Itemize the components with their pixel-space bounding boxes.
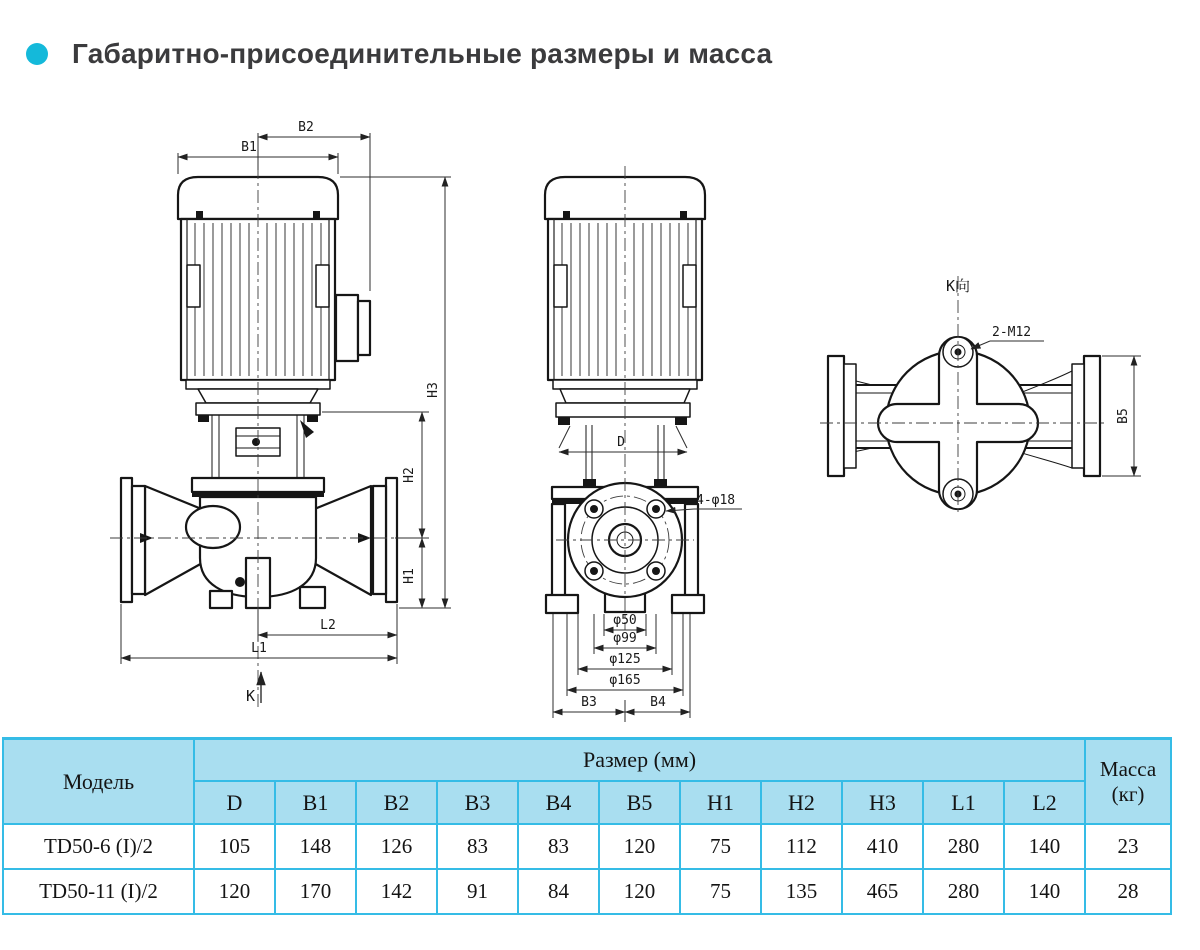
mass-cell: 28 xyxy=(1085,869,1171,914)
page-header xyxy=(26,38,772,70)
k-view-drawing xyxy=(820,276,1141,514)
col-header-H3: H3 xyxy=(842,781,923,824)
value-cell: 140 xyxy=(1004,824,1085,869)
dim-label-dia50: φ50 xyxy=(613,613,637,628)
value-cell: 142 xyxy=(356,869,437,914)
value-cell: 465 xyxy=(842,869,923,914)
col-header-B3: B3 xyxy=(437,781,518,824)
page-title: Габаритно-присоединительные размеры и масса xyxy=(72,38,773,69)
dim-label-h1: H1 xyxy=(402,568,417,584)
dim-label-b1: B1 xyxy=(241,140,257,155)
value-cell: 120 xyxy=(599,869,680,914)
dim-label-h2: H2 xyxy=(402,467,417,483)
dim-label-b3: B3 xyxy=(581,695,597,710)
col-header-B2: B2 xyxy=(356,781,437,824)
col-header-H2: H2 xyxy=(761,781,842,824)
dim-label-dia125: φ125 xyxy=(609,652,641,667)
dim-label-dia165: φ165 xyxy=(609,673,641,688)
coupling-guard xyxy=(212,415,314,478)
model-cell: TD50-6 (I)/2 xyxy=(3,824,194,869)
value-cell: 105 xyxy=(194,824,275,869)
dim-label-k: K xyxy=(245,687,255,705)
dim-label-l1: L1 xyxy=(251,641,267,656)
value-cell: 84 xyxy=(518,869,599,914)
value-cell: 280 xyxy=(923,869,1004,914)
col-header-L2: L2 xyxy=(1004,781,1085,824)
pump-body-front xyxy=(121,478,397,608)
value-cell: 140 xyxy=(1004,869,1085,914)
dim-label-dia99: φ99 xyxy=(613,631,637,646)
col-header-L1: L1 xyxy=(923,781,1004,824)
dim-label-l2: L2 xyxy=(320,618,336,633)
value-cell: 83 xyxy=(437,824,518,869)
dim-label-bolts: 2-M12 xyxy=(992,325,1032,340)
value-cell: 112 xyxy=(761,824,842,869)
dimensions-table xyxy=(2,737,1172,915)
value-cell: 91 xyxy=(437,869,518,914)
value-cell: 75 xyxy=(680,824,761,869)
dim-label-h3: H3 xyxy=(426,382,441,398)
k-view-title: K向 xyxy=(945,277,971,295)
dim-label-d: D xyxy=(617,435,625,450)
dim-label-b2: B2 xyxy=(298,120,314,135)
col-header-H1: H1 xyxy=(680,781,761,824)
col-header-model: Модель xyxy=(3,739,194,825)
bullet-icon xyxy=(26,43,48,65)
value-cell: 75 xyxy=(680,869,761,914)
value-cell: 83 xyxy=(518,824,599,869)
value-cell: 280 xyxy=(923,824,1004,869)
value-cell: 120 xyxy=(599,824,680,869)
mass-cell: 23 xyxy=(1085,824,1171,869)
front-view-drawing xyxy=(110,120,451,708)
col-header-B5: B5 xyxy=(599,781,680,824)
dim-label-holes: 4-φ18 xyxy=(696,493,736,508)
col-header-D: D xyxy=(194,781,275,824)
col-header-B1: B1 xyxy=(275,781,356,824)
side-view-drawing xyxy=(545,166,742,722)
value-cell: 170 xyxy=(275,869,356,914)
model-cell: TD50-11 (I)/2 xyxy=(3,869,194,914)
dim-label-b5: B5 xyxy=(1116,408,1131,424)
value-cell: 126 xyxy=(356,824,437,869)
terminal-box xyxy=(336,295,370,361)
table-row xyxy=(3,869,1171,914)
dim-label-b4: B4 xyxy=(650,695,666,710)
value-cell: 410 xyxy=(842,824,923,869)
col-header-size: Размер (мм) xyxy=(194,739,1085,782)
col-header-B4: B4 xyxy=(518,781,599,824)
value-cell: 135 xyxy=(761,869,842,914)
table-row xyxy=(3,824,1171,869)
value-cell: 120 xyxy=(194,869,275,914)
col-header-mass: Масса (кг) xyxy=(1085,739,1171,825)
value-cell: 148 xyxy=(275,824,356,869)
dimensional-drawings xyxy=(0,90,1200,735)
